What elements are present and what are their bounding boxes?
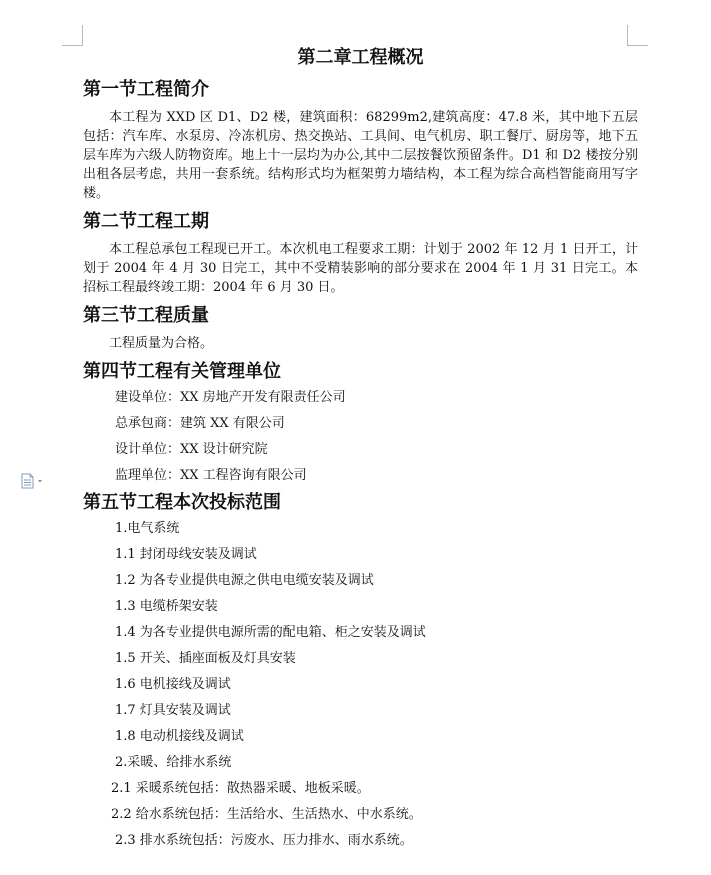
section-1-body: 本工程为 XXD 区 D1、D2 楼，建筑面积：68299m2,建筑高度：47.8 米，其中地下五层包括：汽车库、水泵房、冷冻机房、热交换站、工具间、电气机房、职工餐厅、厨房等，地下五层车库为六级人防物资库。地上十一层均为办公,其中二层按餐饮预留条件。D1 和 D2 楼按分别出租各层考虑，共用一套系统。结构形式均为框架剪力墙结构，本工程为综合高档智能商用写字楼。 <box>83 110 638 201</box>
section-3-body: 工程质量为合格。 <box>109 336 214 351</box>
list-item: 2.采暖、给排水系统 <box>115 755 232 770</box>
list-item: 1.2 为各专业提供电源之供电电缆安装及调试 <box>115 573 374 588</box>
section-title-4: 第四节工程有关管理单位 <box>83 361 281 382</box>
document-body <box>83 44 638 854</box>
management-units-list <box>83 385 638 489</box>
list-item: 1.8 电动机接线及调试 <box>115 729 244 744</box>
chapter-title: 第二章工程概况 <box>297 47 424 68</box>
section-title-1: 第一节工程简介 <box>83 79 209 100</box>
list-item: 总承包商：建筑 XX 有限公司 <box>115 416 285 431</box>
list-item: 1.7 灯具安装及调试 <box>115 703 231 718</box>
list-item: 监理单位：XX 工程咨询有限公司 <box>115 468 307 483</box>
list-item: 1.3 电缆桥架安装 <box>115 599 218 614</box>
list-item: 2.1 采暖系统包括：散热器采暖、地板采暖。 <box>111 781 370 796</box>
section-title-3: 第三节工程质量 <box>83 305 209 326</box>
page-corner-mark-top-left <box>62 25 83 46</box>
list-item: 1.5 开关、插座面板及灯具安装 <box>115 651 296 666</box>
list-item: 1.4 为各专业提供电源所需的配电箱、柜之安装及调试 <box>115 625 426 640</box>
section-2-body: 本工程总承包工程现已开工。本次机电工程要求工期：计划于 2002 年 12 月 1 日开工，计划于 2004 年 4 月 30 日完工，其中不受精装影响的部分要求在 2004 年 1 月 31 日完工。本招标工程最终竣工期：2004 年 6 月 30 日。 <box>83 242 638 295</box>
section-title-5: 第五节工程本次投标范围 <box>83 492 281 513</box>
list-item: 设计单位：XX 设计研究院 <box>115 442 268 457</box>
bid-scope-list <box>83 516 638 854</box>
section-title-2: 第二节工程工期 <box>83 211 209 232</box>
list-item: 2.3 排水系统包括：污废水、压力排水、雨水系统。 <box>115 833 413 848</box>
list-item: 1.电气系统 <box>115 521 180 536</box>
list-item: 1.6 电机接线及调试 <box>115 677 231 692</box>
list-item: 2.2 给水系统包括：生活给水、生活热水、中水系统。 <box>111 807 422 822</box>
page-layout-icon[interactable] <box>20 473 48 489</box>
list-item: 建设单位：XX 房地产开发有限责任公司 <box>115 390 346 405</box>
list-item: 1.1 封闭母线安装及调试 <box>115 547 257 562</box>
page-corner-mark-top-right <box>627 25 648 46</box>
